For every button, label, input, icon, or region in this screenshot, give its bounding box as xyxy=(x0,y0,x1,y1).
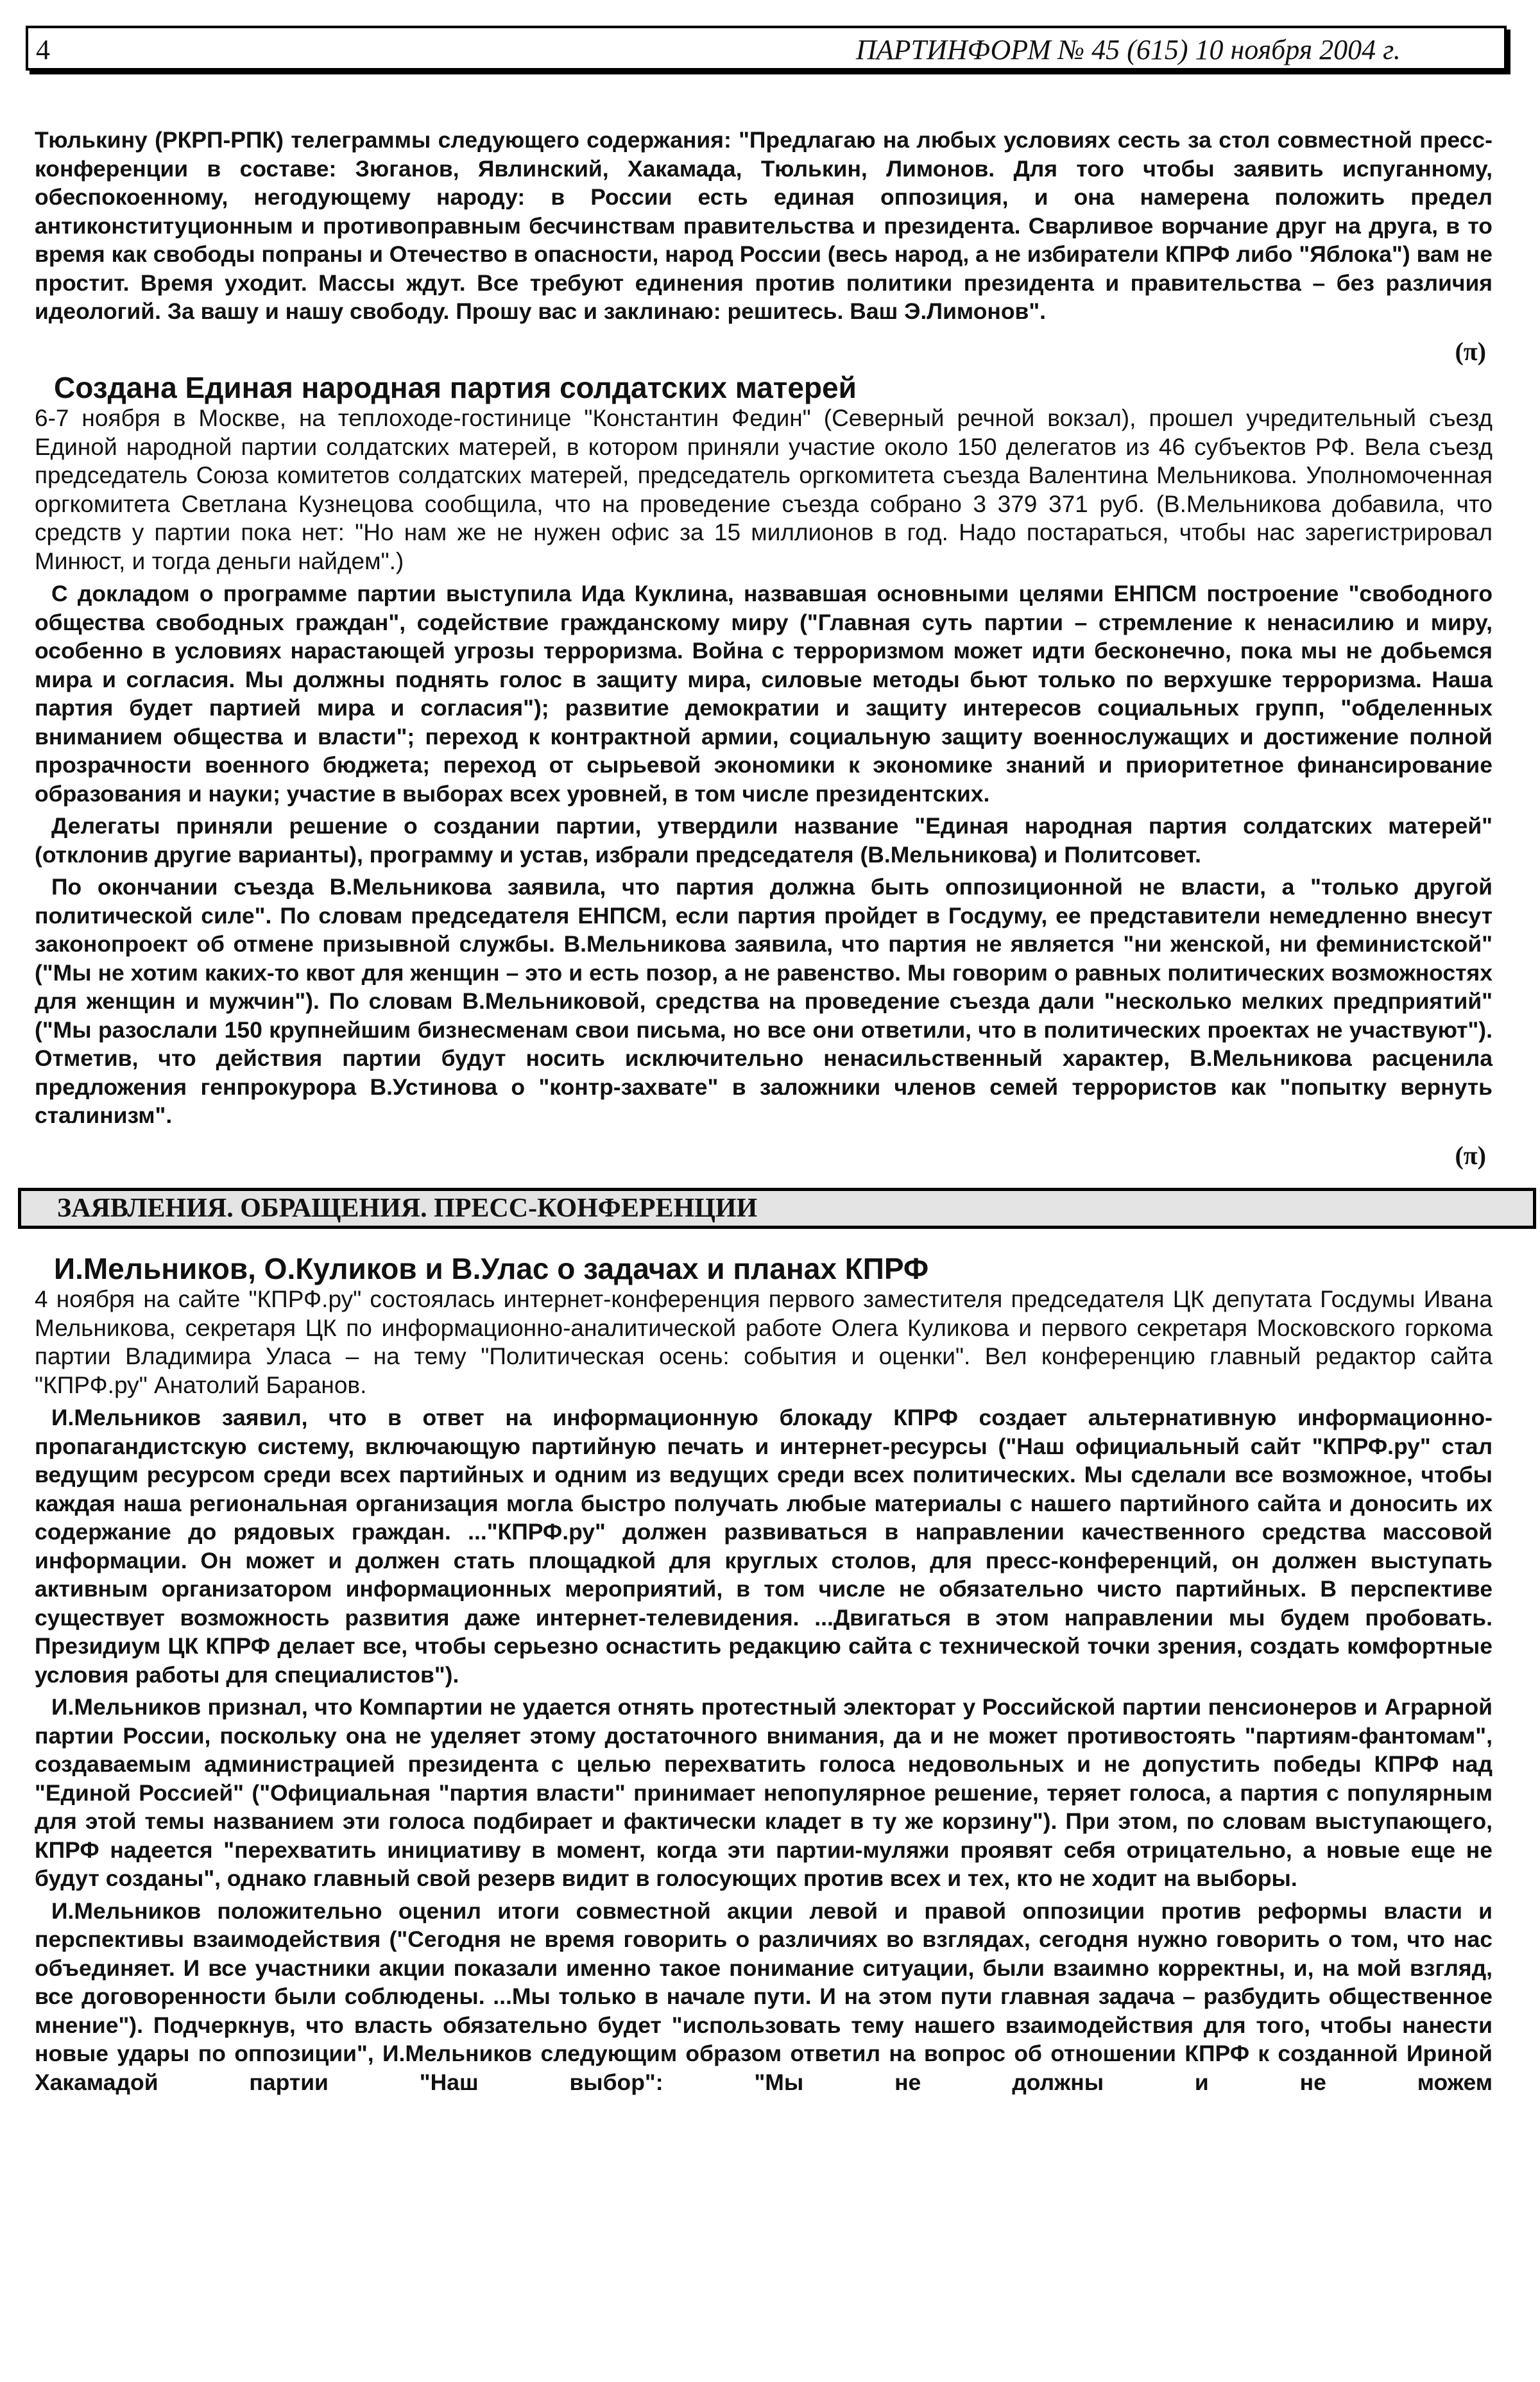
article2-paragraph: С докладом о программе партии выступила Ида Куклина, назвавшая основными целями ЕНПСМ построение "свободного общества свободных граждан", содействие гражданскому миру ("Главная суть партии – стремление к ненасилию и миру, особенно в условиях нарастающей угрозы терроризма. Война с терроризмом может идти бесконечно, пока мы не добьемся мира и согласия. Мы должны поднять голос в защиту мира, силовые методы бьют только по верхушке терроризма. Наша партия будет партией мира и согласия"); развитие демократии и защиту интересов социальных групп, "обделенных вниманием общества и власти"; переход к контрактной армии, социальную защиту военнослужащих и достижение полной прозрачности военного бюджета; переход от сырьевой экономики к экономике знаний и приоритетное финансирование образования и науки; участие в выборах всех уровней, в том числе президентских. xyxy=(35,581,1493,807)
section-banner: ЗАЯВЛЕНИЯ. ОБРАЩЕНИЯ. ПРЕСС-КОНФЕРЕНЦИИ xyxy=(18,1188,1536,1229)
article3-paragraph: И.Мельников положительно оценил итоги совместной акции левой и правой оппозиции против реформы власти и перспективы взаимодействия ("Сегодня не время говорить о различиях во взглядах, сегодня нужно говорить о том, что нас объединяет. И все участники акции показали именно такое понимание ситуации, были взаимно корректны, и, на мой взгляд, все договоренности были соблюдены. ...Мы только в начале пути. И на этом пути главная задача – разбудить общественное мнение"). Подчеркнув, что власть обязательно будет "использовать тему нашего взаимодействия для того, чтобы нанести новые удары по оппозиции", И.Мельников следующим образом ответил на вопрос об отношении КПРФ к созданной Ириной Хакамадой партии "Наш выбор": "Мы не должны и не можем xyxy=(35,1898,1493,2095)
article2-lead: 6-7 ноября в Москве, на теплоходе-гостинице "Константин Федин" (Северный речной вокзал), прошел учредительный съезд Единой народной партии солдатских матерей, в котором приняли участие около 150 делегатов из 46 субъектов РФ. Вела съезд председатель Союза комитетов солдатских матерей, председатель оргкомитета съезда Валентина Мельникова. Уполномоченная оргкомитета Светлана Кузнецова сообщила, что на проведение съезда собрано 3 379 371 руб. (В.Мельникова добавила, что средств у партии пока нет: "Но нам же не нужен офис за 15 миллионов в год. Надо постараться, чтобы нас зарегистрировал Минюст, и тогда деньги найдем".) xyxy=(35,405,1493,574)
article2-signature: (π) xyxy=(1455,1140,1486,1170)
page-header xyxy=(26,26,1507,71)
article2-paragraph: По окончании съезда В.Мельникова заявила, что партия должна быть оппозиционной не власти, а "только другой политической силе". По словам председателя ЕНПСМ, если партия пройдет в Госдуму, ее представители немедленно внесут законопроект об отмене призывной службы. В.Мельникова заявила, что партия не является "ни женской, ни феминистской" ("Мы не хотим каких-то квот для женщин – это и есть позор, а не равенство. Мы говорим о равных политических возможностях для женщин и мужчин"). По словам В.Мельниковой, средства на проведение съезда дали "несколько мелких предприятий" ("Мы разослали 150 крупнейшим бизнесменам свои письма, но все они ответили, что в политических проектах не участвуют"). Отметив, что действия партии будут носить исключительно ненасильственный характер, В.Мельникова расценила предложения генпрокурора В.Устинова о "контр-захвате" в заложники членов семей террористов как "попытку вернуть сталинизм". xyxy=(35,874,1493,1128)
page-number: 4 xyxy=(36,34,50,65)
article3-title: И.Мельников, О.Куликов и В.Улас о задачах и планах КПРФ xyxy=(54,1252,929,1285)
article3-lead: 4 ноября на сайте "КПРФ.ру" состоялась интернет-конференция первого заместителя председателя ЦК депутата Госдумы Ивана Мельникова, секретаря ЦК по информационно-аналитической работе Олега Куликова и первого секретаря Московского горкома партии Владимира Уласа – на тему "Политическая осень: события и оценки". Вел конференцию главный редактор сайта "КПРФ.ру" Анатолий Баранов. xyxy=(35,1286,1493,1398)
article2-paragraph: Делегаты приняли решение о создании партии, утвердили название "Единая народная партия солдатских матерей" (отклонив другие варианты), программу и устав, избрали председателя (В.Мельникова) и Политсовет. xyxy=(35,813,1493,868)
page-content xyxy=(35,126,1493,2096)
article3-paragraph: И.Мельников заявил, что в ответ на информационную блокаду КПРФ создает альтернативную информационно-пропагандистскую систему, включающую партийную печать и интернет-ресурсы ("Наш официальный сайт "КПРФ.ру" стал ведущим ресурсом среди всех партийных и одним из ведущих среди всех политических. Мы сделали все возможное, чтобы каждая наша региональная организация могла быстро получать любые материалы с нашего партийного сайта и доносить их содержание до рядовых граждан. ..."КПРФ.ру" должен развиваться в направлении качественного средства массовой информации. Он может и должен стать площадкой для круглых столов, для пресс-конференций, он должен выступать активным организатором информационных мероприятий, в том числе не обязательно чисто партийных. В перспективе существует возможность развития даже интернет-телевидения. ...Двигаться в этом направлении мы будем пробовать. Президиум ЦК КПРФ делает все, чтобы серьезно оснастить редакцию сайта с технической точки зрения, создать комфортные условия работы для специалистов"). xyxy=(35,1405,1493,1688)
article1-signature: (π) xyxy=(1455,336,1486,366)
article3-paragraph: И.Мельников признал, что Компартии не удается отнять протестный электорат у Российской партии пенсионеров и Аграрной партии России, поскольку она не уделяет этому достаточного внимания, да и не может противостоять "партиям-фантомам", создаваемым администрацией президента с целью перехватить голоса недовольных и не допустить победы КПРФ над "Единой Россией" ("Официальная "партия власти" принимает непопулярное решение, теряет голоса, а партия с популярным для этой темы названием эти голоса подбирает и фактически кладет в ту же корзину"). При этом, по словам выступающего, КПРФ надеется "перехватить инициативу в момент, когда эти партии-муляжи проявят себя отрицательно, а новые еще не будут созданы", однако главный свой резерв видит в голосующих против всех и тех, кто не ходит на выборы. xyxy=(35,1694,1493,1891)
article2-title: Создана Единая народная партия солдатских матерей xyxy=(54,371,857,404)
article1-paragraph: Тюлькину (РКРП-РПК) телеграммы следующего содержания: "Предлагаю на любых условиях сесть за стол совместной пресс-конференции в составе: Зюганов, Явлинский, Хакамада, Тюлькин, Лимонов. Для того чтобы заявить испуганному, обеспокоенному, негодующему народу: в России есть единая оппозиция, и она намерена положить предел антиконституционным и противоправным бесчинствам правительства и президента. Сварливое ворчание друг на друга, в то время как свободы попраны и Отечество в опасности, народ России (весь народ, а не избиратели КПРФ либо "Яблока") вам не простит. Время уходит. Массы ждут. Все требуют единения против политики президента и правительства – без различия идеологий. За вашу и нашу свободу. Прошу вас и заклинаю: решитесь. Ваш Э.Лимонов". xyxy=(35,127,1493,324)
publication-title: ПАРТИНФОРМ № 45 (615) 10 ноября 2004 г. xyxy=(856,34,1401,65)
